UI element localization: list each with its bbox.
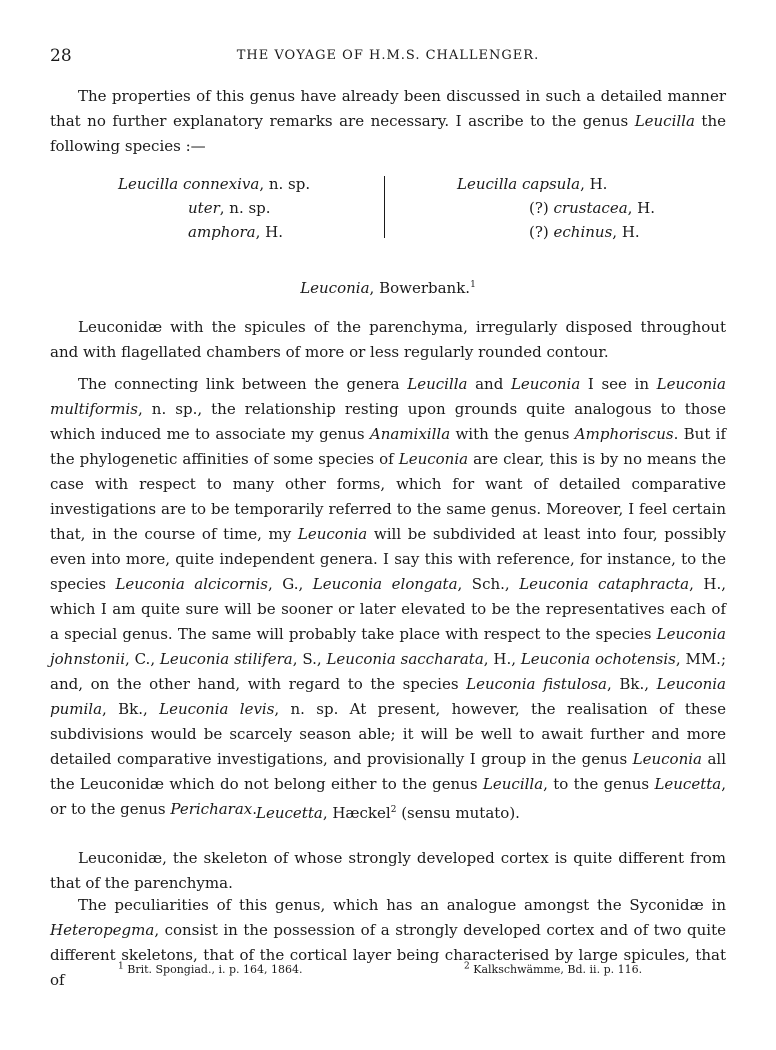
intro-text-c: the following species :— [50,112,726,155]
species-entry: amphora, H. [188,223,283,241]
species-entry: (?) crustacea, H. [529,199,656,217]
section-heading-leuconia: Leuconia, Bowerbank.$^1$ [300,279,476,297]
footnote-ref: 2 [390,805,397,815]
species-list [50,172,726,242]
footnote-1: $^1$ Brit. Spongiad., i. p. 164, 1864. [118,961,303,976]
species-entry: Leucilla connexiva, n. sp. [118,175,311,193]
species-entry: (?) echinus, H. [529,223,640,241]
column-divider [384,176,385,238]
leucetta-definition: Leuconidæ, the skeleton of whose strongly developed cortex is quite different from that of the parenchyma. [50,849,726,892]
intro-paragraph [50,84,726,159]
leuconia-definition: Leuconidæ with the spicules of the parenchyma, irregularly disposed throughout and with flagellated chambers of more or less regularly rounded contour. [50,318,726,361]
species-entry: Leucilla capsula, H. [457,175,608,193]
footnote-2: $^2$ Kalkschwämme, Bd. ii. p. 116. [464,961,643,976]
leucetta-discussion: The peculiarities of this genus, which has an analogue amongst the Syconidæ in Heteropegma, consist in the possession of a strongly developed cortex and of two quite different skeletons, that of the cortical layer being characterised by large spicules, that of [50,896,726,989]
footnote-ref: 1 [470,280,476,290]
intro-text-a: The properties of this genus have already been discussed in such a detailed manner that no further explanatory remarks are necessary. I ascribe to the genus [50,87,726,130]
intro-text-genus: Leucilla [634,112,695,130]
species-entry: uter, n. sp. [188,199,271,217]
leuconia-discussion: The connecting link between the genera Leucilla and Leuconia I see in Leuconia multiformis, n. sp., the relationship resting upon grounds quite analogous to those which induced me to associate my genus Anamixilla with the genus Amphoriscus. But if the phylogenetic affinities of some species of Leuconia are clear, this is by no means the case with respect to many other forms, which for want of detailed comparative investigations are to be temporarily referred to the same genus. Moreover, I feel certain that, in the course of time, my Leuconia will be subdivided at least into four, possibly even into more, quite independent genera. I say this with reference, for instance, to the species Leuconia alcicornis, G., Leuconia elongata, Sch., Leuconia cataphracta, H., which I am quite sure will be sooner or later elevated to be the representatives each of a special genus. The same will probably take place with respect to the species Leuconia johnstonii, C., Leuconia stilifera, S., Leuconia saccharata, H., Leuconia ochotensis, MM.; and, on the other hand, with regard to the species Leuconia fistulosa, Bk., Leuconia pumila, Bk., Leuconia levis, n. sp. At present, however, the realisation of these subdivisions would be scarcely season able; it will be well to await further and more detailed comparative investigations, and provisionally I group in the genus Leuconia all the Leuconidæ which do not belong either to the genus Leucilla, to the genus Leucetta, or to the genus Pericharax. [50,375,727,818]
species-column-left [118,172,310,244]
page-header [50,46,726,68]
running-head: THE VOYAGE OF H.M.S. CHALLENGER. [236,48,540,63]
section-heading-leucetta: Leucetta, Hæckel$^2$ (sensu mutato). [256,804,520,822]
page-number: 28 [50,46,72,66]
species-column-right [457,172,655,244]
